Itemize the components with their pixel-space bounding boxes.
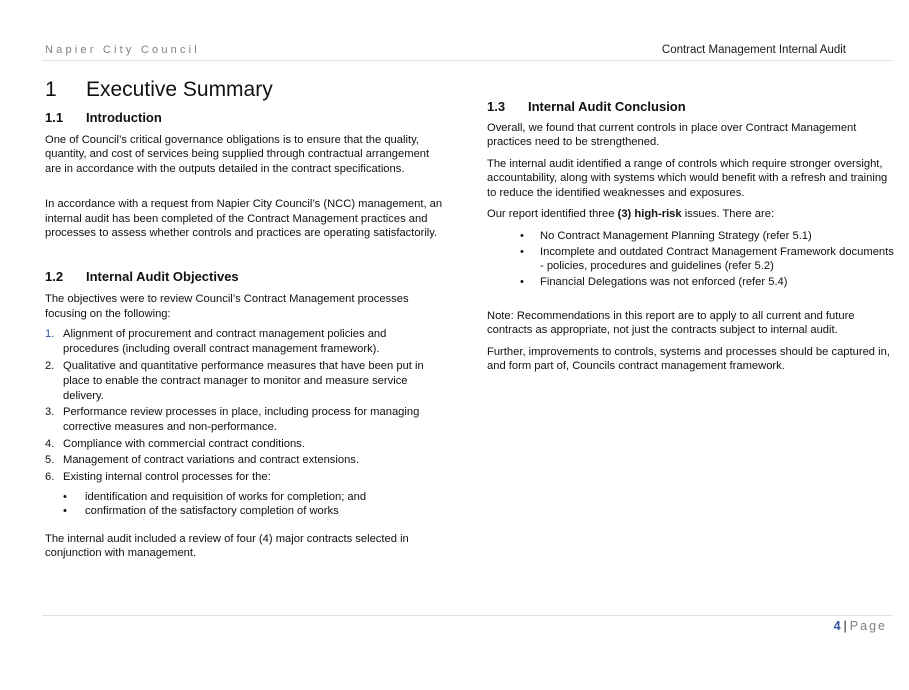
list-marker: 3. <box>45 406 55 419</box>
conclusion-paragraph-1: Overall, we found that current controls in place over Contract Management practices need to be strengthened. <box>487 122 857 149</box>
section-heading-executive-summary <box>45 76 445 104</box>
subsection-number: 1.3 <box>487 99 506 114</box>
objective-text: Existing internal control processes for the: <box>63 470 271 483</box>
objective-text: Management of contract variations and contract extensions. <box>63 454 360 467</box>
list-marker: 2. <box>45 359 55 372</box>
section-title: Executive Summary <box>86 78 273 101</box>
header-document-title: Contract Management Internal Audit <box>661 44 846 56</box>
objectives-list <box>45 327 445 485</box>
right-column <box>487 98 897 374</box>
objective-text: Alignment of procurement and contract management policies and procedures (including overall contract management framework). <box>63 328 387 356</box>
subsection-title: Internal Audit Conclusion <box>528 99 686 114</box>
issue-text: Financial Delegations was not enforced (refer 5.4) <box>540 275 788 288</box>
high-risk-issues-list <box>487 229 897 289</box>
subsection-number: 1.1 <box>45 110 64 125</box>
page-footer <box>834 619 887 633</box>
subsection-number: 1.2 <box>45 269 64 285</box>
left-column <box>45 76 445 560</box>
sub-bullet-item <box>63 504 445 518</box>
intro-paragraph-1: One of Council’s critical governance obligations is to ensure that the quality, quantity, and cost of services being supplied through contractual arrangement are in accordance with the outputs detailed in the contract specifications. <box>45 134 430 175</box>
issue-item <box>520 245 897 274</box>
bullet-marker: • <box>63 505 67 518</box>
high-risk-issues-intro <box>487 207 897 221</box>
further-paragraph: Further, improvements to controls, systems and processes should be captured in, and form part of, Councils contract management framework. <box>487 345 890 373</box>
objective-item <box>45 453 445 468</box>
subsection-heading-objectives <box>45 268 445 286</box>
header-organization: Napier City Council <box>45 44 200 56</box>
page-number: 4 <box>833 619 841 633</box>
intro-paragraph-2: In accordance with a request from Napier City Council’s (NCC) management, an internal audit has been completed of the Contract Management practices and processes to assess whether controls and practices are operating satisfactorily. <box>45 198 443 240</box>
issues-suffix: issues. There are: <box>681 208 775 221</box>
sub-bullet-text: confirmation of the satisfactory completion of works <box>85 505 339 518</box>
subsection-heading-introduction <box>45 109 445 127</box>
conclusion-paragraph-2: The internal audit identified a range of controls which require stronger oversight, accountability, along with systems which would benefit with a refresh and training to reduce the identified weaknesses and exposures. <box>487 157 888 199</box>
issue-text: No Contract Management Planning Strategy (refer 5.1) <box>540 230 812 243</box>
objective-item <box>45 437 445 452</box>
objective-item <box>45 405 445 435</box>
issues-count-bold: (3) high-risk <box>617 208 682 221</box>
subsection-title: Internal Audit Objectives <box>86 269 239 285</box>
objectives-intro: The objectives were to review Council’s Contract Management processes focusing on the following: <box>45 293 409 320</box>
objective-text: Performance review processes in place, including process for managing corrective measures and non-performance. <box>63 406 420 434</box>
objective-text: Compliance with commercial contract conditions. <box>63 437 305 450</box>
header-divider <box>42 60 893 61</box>
footer-separator: | <box>843 619 847 633</box>
issue-item <box>520 275 897 289</box>
objective-item <box>45 327 445 357</box>
issues-prefix: Our report identified three <box>487 208 618 221</box>
issue-text: Incomplete and outdated Contract Management Framework documents - policies, procedures and guidelines (refer 5.2) <box>540 245 894 273</box>
list-marker: 5. <box>45 454 55 467</box>
list-marker: 4. <box>45 437 55 450</box>
section-number: 1 <box>45 78 57 101</box>
bullet-marker: • <box>63 490 67 503</box>
objective-sub-bullets <box>45 490 445 519</box>
recommendations-note: Note: Recommendations in this report are to apply to all current and future contracts as appropriate, not just the contracts subject to internal audit. <box>487 310 855 337</box>
objective-item <box>45 470 445 485</box>
objective-item <box>45 359 445 404</box>
subsection-title: Introduction <box>86 110 162 125</box>
objectives-closing: The internal audit included a review of four (4) major contracts selected in conjunction with management. <box>45 532 409 559</box>
issue-item <box>520 229 897 243</box>
bullet-marker: • <box>520 245 524 258</box>
bullet-marker: • <box>520 275 524 288</box>
footer-divider <box>42 615 893 616</box>
sub-bullet-text: identification and requisition of works for completion; and <box>85 490 367 503</box>
subsection-heading-conclusion <box>487 98 897 116</box>
objective-text: Qualitative and quantitative performance measures that have been put in place to enable the contract manager to monitor and measure service delivery. <box>63 359 424 402</box>
list-marker: 1. <box>45 328 55 341</box>
page-label: Page <box>849 619 887 633</box>
bullet-marker: • <box>520 230 524 243</box>
list-marker: 6. <box>45 470 55 483</box>
sub-bullet-item <box>63 490 445 504</box>
